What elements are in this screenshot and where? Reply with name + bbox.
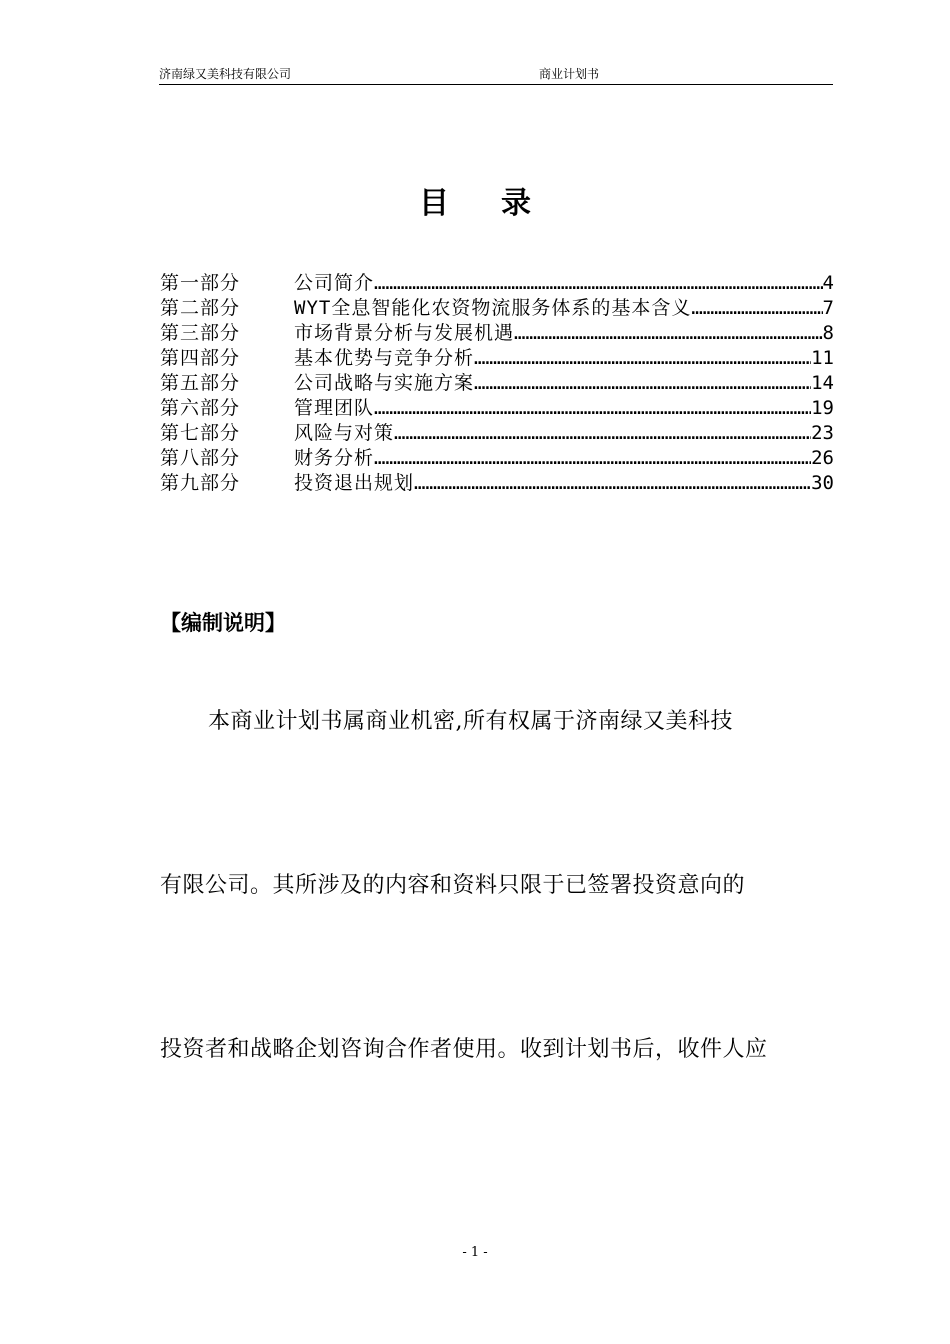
toc-row[interactable] [160,421,834,446]
toc-part: 第五部分 [160,372,241,394]
toc-leader [374,446,811,471]
page-title: 目录 [419,186,583,221]
toc-leader [691,296,822,321]
toc-page: 19 [811,397,834,419]
body-line-2: 有限公司。其所涉及的内容和资料只限于已签署投资意向的 [160,873,746,898]
toc-row[interactable] [160,446,834,471]
toc-title: 市场背景分析与发展机遇 [294,322,515,344]
toc-part: 第六部分 [160,397,241,419]
toc-leader [514,321,823,346]
toc-leader [474,346,811,371]
toc-part: 第三部分 [160,322,241,344]
toc-part: 第八部分 [160,447,241,469]
toc-title: 财务分析 [294,447,375,469]
header-company: 济南绿又美科技有限公司 [159,67,292,81]
toc-part: 第一部分 [160,272,241,294]
toc-row[interactable] [160,371,834,396]
toc-title: 投资退出规划 [294,472,415,494]
toc-part: 第二部分 [160,297,241,319]
section-heading: 【编制说明】 [160,611,286,635]
toc-page: 8 [822,322,834,344]
toc-row[interactable] [160,396,834,421]
toc-leader [474,371,811,396]
toc-leader [394,421,811,446]
toc-part: 第九部分 [160,472,241,494]
toc-part: 第四部分 [160,347,241,369]
toc-page: 26 [811,447,834,469]
toc-page: 30 [811,472,834,494]
toc-title: WYT全息智能化农资物流服务体系的基本含义 [294,297,692,319]
toc-row[interactable] [160,271,834,296]
toc-part: 第七部分 [160,422,241,444]
toc-page: 7 [822,297,834,319]
toc-leader [374,396,811,421]
toc-leader [374,271,823,296]
body-line-3: 投资者和战略企划咨询合作者使用。收到计划书后，收件人应 [160,1037,768,1062]
toc-row[interactable] [160,296,834,321]
toc-row[interactable] [160,321,834,346]
page-header [159,66,833,85]
toc-row[interactable] [160,471,834,496]
toc-page: 14 [811,372,834,394]
toc-leader [414,471,811,496]
toc-page: 4 [822,272,834,294]
body-line-1: 本商业计划书属商业机密,所有权属于济南绿又美科技 [208,709,733,734]
toc-row[interactable] [160,346,834,371]
toc-title: 公司简介 [294,272,375,294]
toc-title: 风险与对策 [294,422,395,444]
toc-title: 公司战略与实施方案 [294,372,475,394]
table-of-contents [160,271,834,496]
toc-page: 11 [811,347,834,369]
header-doc-title: 商业计划书 [539,67,600,81]
toc-title: 管理团队 [294,397,375,419]
page-number: - 1 - [462,1245,488,1260]
toc-page: 23 [811,422,834,444]
toc-title: 基本优势与竞争分析 [294,347,475,369]
